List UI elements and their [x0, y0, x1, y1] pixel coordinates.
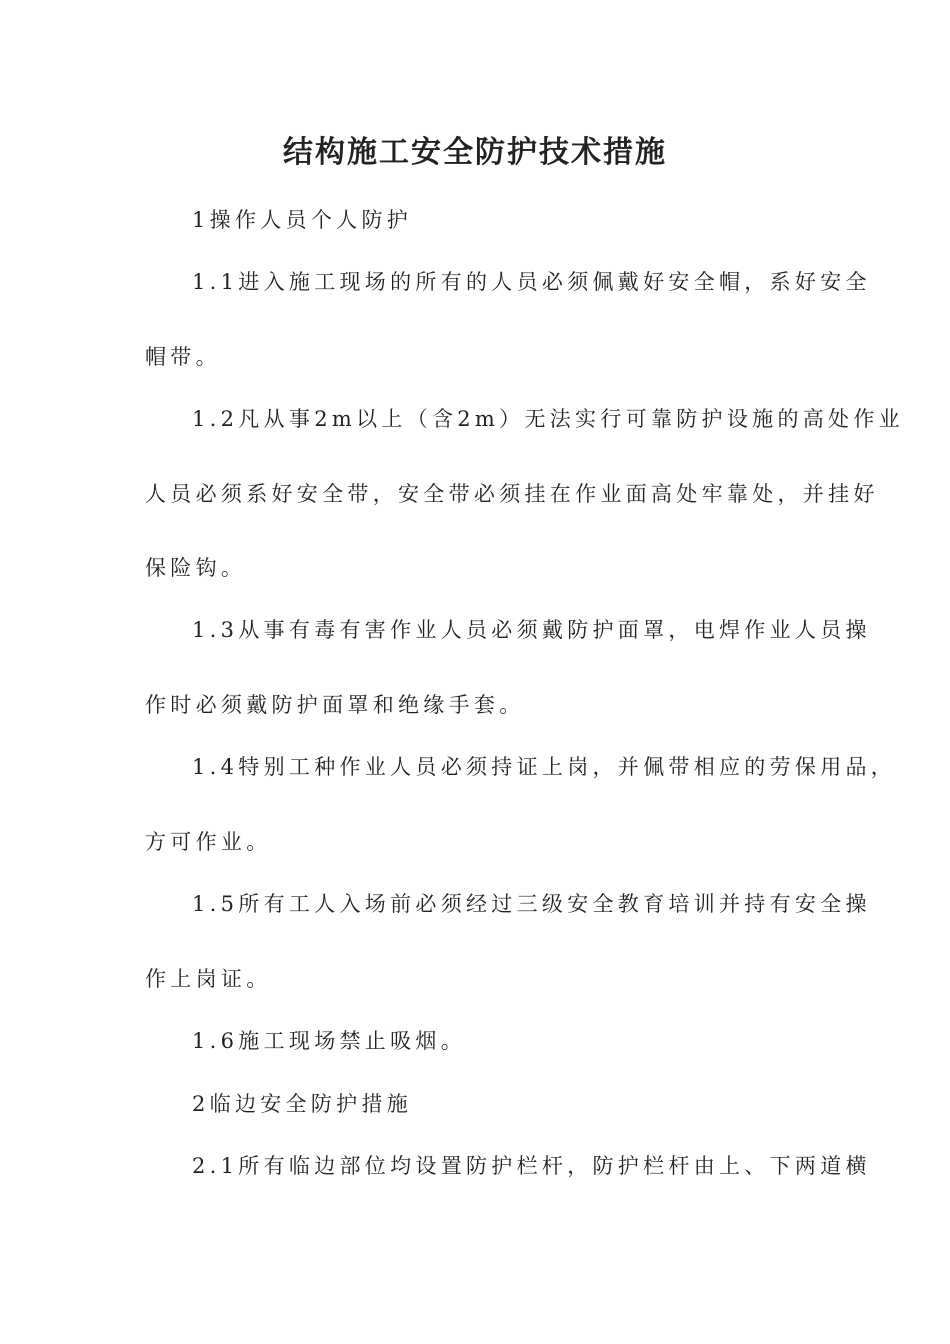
paragraph-1-3-line-2: 作时必须戴防护面罩和绝缘手套。	[145, 693, 525, 717]
paragraph-1-5-line-2: 作上岗证。	[145, 967, 272, 991]
paragraph-1-4-line-2: 方可作业。	[145, 830, 272, 854]
paragraph-1-6: 1.6施工现场禁止吸烟。	[192, 1029, 466, 1053]
section-heading-2: 2临边安全防护措施	[192, 1092, 413, 1116]
section-heading-1: 1操作人员个人防护	[192, 208, 413, 232]
paragraph-1-5-line-1: 1.5所有工人入场前必须经过三级安全教育培训并持有安全操	[192, 892, 871, 916]
paragraph-1-1-line-2: 帽带。	[145, 345, 221, 369]
paragraph-1-2-line-1: 1.2凡从事2m以上（含2m）无法实行可靠防护设施的高处作业	[192, 407, 904, 431]
paragraph-1-3-line-1: 1.3从事有毒有害作业人员必须戴防护面罩，电焊作业人员操	[192, 618, 871, 642]
document-title: 结构施工安全防护技术措施	[283, 135, 667, 170]
paragraph-1-2-line-3: 保险钩。	[145, 556, 247, 580]
paragraph-1-4-line-1: 1.4特别工种作业人员必须持证上岗，并佩带相应的劳保用品，	[192, 755, 897, 779]
paragraph-1-2-line-2: 人员必须系好安全带，安全带必须挂在作业面高处牢靠处，并挂好	[145, 482, 879, 506]
paragraph-1-1-line-1: 1.1进入施工现场的所有的人员必须佩戴好安全帽，系好安全	[192, 270, 871, 294]
paragraph-2-1-line-1: 2.1所有临边部位均设置防护栏杆，防护栏杆由上、下两道横	[192, 1154, 871, 1178]
